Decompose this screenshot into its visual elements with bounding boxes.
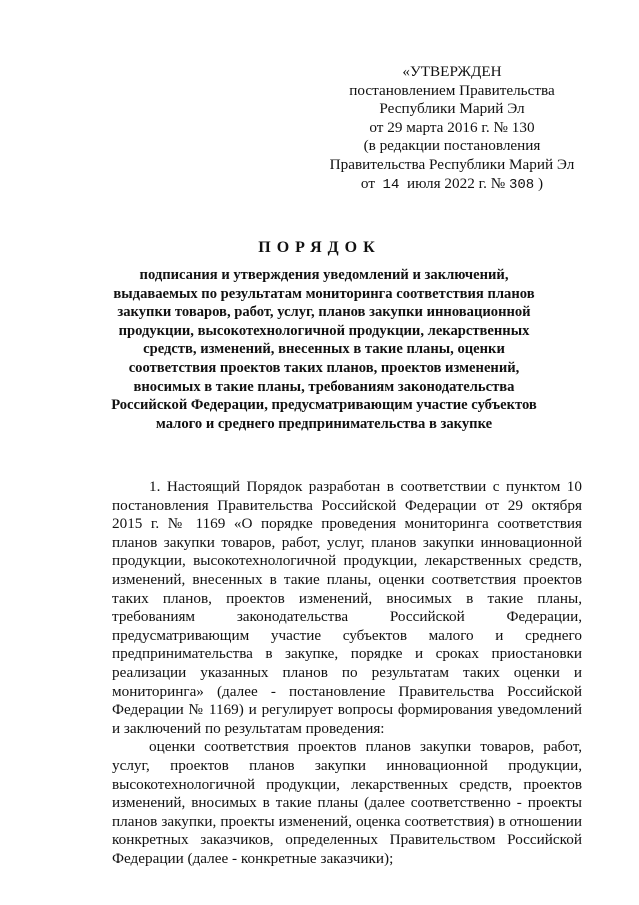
amendment-number: 308	[508, 176, 535, 193]
document-subtitle: подписания и утверждения уведомлений и заключений, выдаваемых по результатам мониторинга соответствия планов закупки товаров, работ, услуг, планов закупки инновационной продукции, высокотехнологичной продукции, лекарственных средств, изменений, внесенных в такие планы, оценки соответствия проектов таких планов, проектов изменений, вносимых в такие планы, требованиям законодательства Российской Федерации, предусматривающим участие субъектов малого и среднего предпринимательства в закупке	[111, 267, 537, 432]
amendment-day: 14	[382, 176, 400, 193]
amendment-month-year: июля 2022 г. №	[406, 174, 506, 192]
document-title: ПОРЯДОК	[258, 239, 381, 256]
amendment-close: )	[538, 174, 544, 192]
approval-line: от 29 марта 2016 г. № 130	[369, 118, 535, 136]
body-paragraph: 1. Настоящий Порядок разработан в соответствии с пунктом 10 постановления Правительства Российской Федерации от 29 октября 2015 г. № 1169 «О порядке проведения мониторинга соответствия планов закупки товаров, работ, услуг, планов закупки инновационной продукции, высокотехнологичной продукции, лекарственных средств, изменений, внесенных в такие планы, оценки соответствия проектов таких планов, проектов изменений, вносимых в такие планы, требованиям законодательства Российской Федерации, предусматривающим участие субъектов малого и среднего предпринимательства в закупке, порядке и сроках приостановки реализации указанных планов по результатам таких оценки и мониторинга» (далее - постановление Правительства Российской Федерации № 1169) и регулирует вопросы формирования уведомлений и заключений по результатам проведения:	[112, 478, 582, 737]
body-paragraph: оценки соответствия проектов планов закупки товаров, работ, услуг, проектов планов закупки инновационной продукции, высокотехнологичной продукции, лекарственных средств, проектов изменений, вносимых в такие планы (далее соответственно - проекты планов закупки, проекты изменений, оценка соответствия) в отношении конкретных заказчиков, определенных Правительством Российской Федерации (далее - конкретные заказчики);	[112, 738, 582, 867]
approval-from: от	[360, 174, 375, 192]
approval-line: (в редакции постановления	[363, 137, 541, 155]
approval-amendment-line	[318, 175, 586, 195]
approval-line: Республики Марий Эл	[379, 100, 525, 118]
approval-stamp	[318, 63, 586, 194]
approval-line: постановлением Правительства	[349, 81, 555, 99]
approval-line: Правительства Республики Марий Эл	[329, 155, 575, 173]
approval-line: «УТВЕРЖДЕН	[402, 63, 502, 80]
document-body	[112, 478, 582, 868]
